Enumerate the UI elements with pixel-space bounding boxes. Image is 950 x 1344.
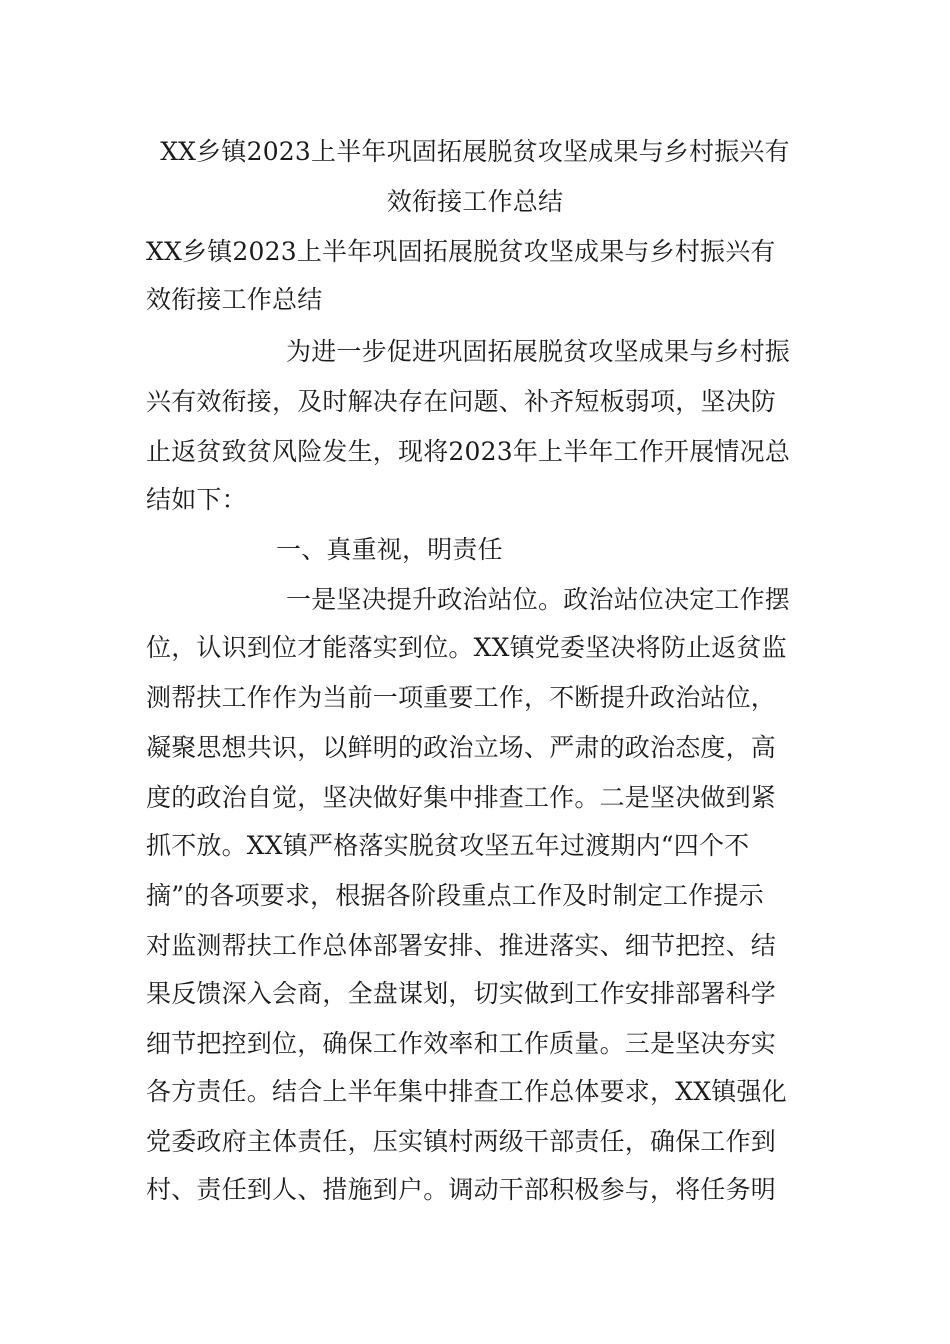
section-1-line-3: 测帮扶工作作为当前一项重要工作，不断提升政治站位，: [146, 683, 777, 712]
section-1-line-5: 度的政治自觉，坚决做好集中排查工作。二是坚决做到紧: [146, 783, 777, 812]
section-1-line-1: 一是坚决提升政治站位。政治站位决定工作摆: [286, 585, 791, 614]
section-1-heading: 一、真重视，明责任: [276, 535, 503, 564]
section-1-line-11: 各方责任。结合上半年集中排查工作总体要求，XX镇强化: [146, 1077, 787, 1106]
section-1-line-7: 摘”的各项要求，根据各阶段重点工作及时制定工作提示: [146, 881, 764, 910]
section-1-line-4: 凝聚思想共识，以鲜明的政治立场、严肃的政治态度，高: [146, 733, 777, 762]
section-1-line-9: 果反馈深入会商，全盘谋划，切实做到工作安排部署科学: [146, 979, 777, 1008]
section-1-line-6: 抓不放。XX镇严格落实脱贫攻坚五年过渡期内“四个不: [146, 831, 750, 860]
section-1-line-12: 党委政府主体责任，压实镇村两级干部责任，确保工作到: [146, 1127, 777, 1156]
repeated-title-line-1: XX乡镇2023上半年巩固拓展脱贫攻坚成果与乡村振兴有: [146, 237, 776, 266]
section-1-line-8: 对监测帮扶工作总体部署安排、推进落实、细节把控、结: [146, 931, 777, 960]
section-1-line-13: 村、责任到人、措施到户。调动干部积极参与，将任务明: [146, 1175, 777, 1204]
intro-line-4: 结如下：: [146, 485, 247, 514]
intro-line-3: 止返贫致贫风险发生，现将2023年上半年工作开展情况总: [146, 437, 791, 466]
repeated-title-line-2: 效衔接工作总结: [146, 285, 323, 314]
intro-line-2: 兴有效衔接，及时解决存在问题、补齐短板弱项，坚决防: [146, 387, 777, 416]
intro-line-1: 为进一步促进巩固拓展脱贫攻坚成果与乡村振: [286, 337, 791, 366]
section-1-line-10: 细节把控到位，确保工作效率和工作质量。三是坚决夯实: [146, 1029, 777, 1058]
document-title-line-1: XX乡镇2023上半年巩固拓展脱贫攻坚成果与乡村振兴有: [160, 137, 790, 166]
document-title-line-2: 效衔接工作总结: [386, 187, 564, 216]
section-1-line-2: 位，认识到位才能落实到位。XX镇党委坚决将防止返贫监: [146, 633, 787, 662]
